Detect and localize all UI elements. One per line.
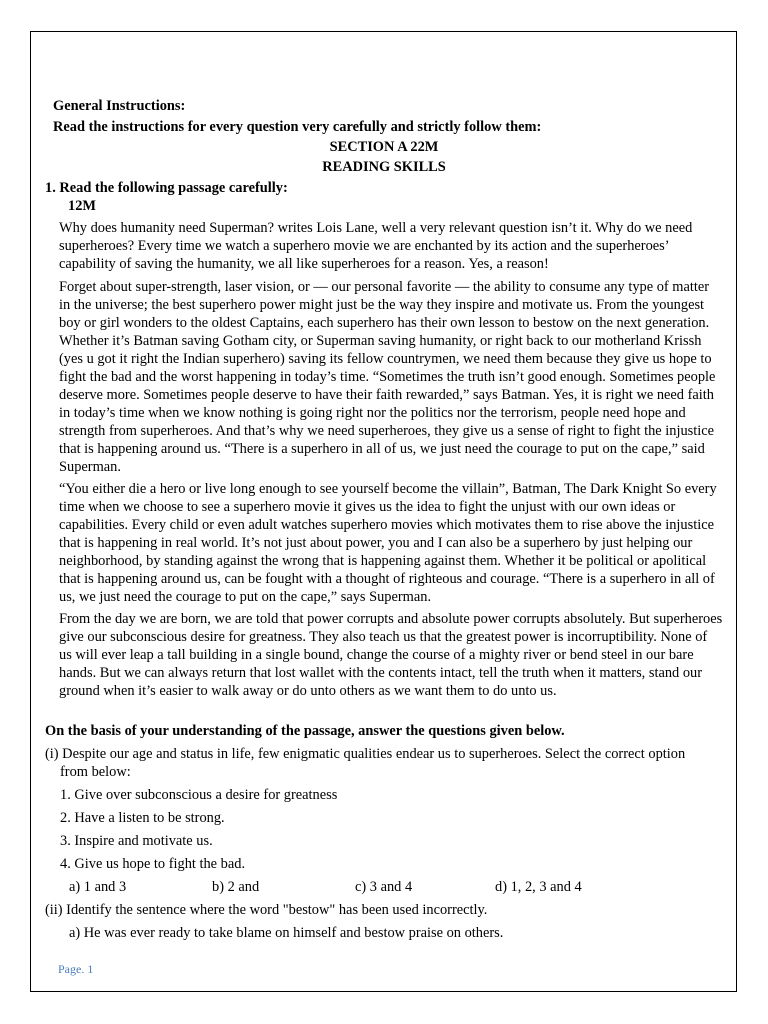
passage-paragraph-2: Forget about super-strength, laser vision, or — our personal favorite — the ability to consume any type of matter in the universe; the best superhero power might just be the way they inspire and motivate us. From the youngest boy or girl wonders to the oldest Captains, each superhero has their own lesson to bestow on the next generation. Whether it’s Batman saving Gotham city, or Superman saving humanity, or right back to our motherland Krissh (yes u got it right the Indian superhero) saving its fellow countrymen, we need them because they give us hope to fight the bad and the worst happening in today’s time. “Sometimes the truth isn’t good enough. Sometimes people deserve more. Sometimes people deserve to have their faith rewarded,” says Batman. Yes, it is right we need faith in today’s time when we know nothing is going right nor the politics nor the terrorism, people need hope and strength from superheroes. And that’s why we need superheroes, they give us a sense of right to fight the injustice that is happening around us. “There is a superhero in all of us, we just need the courage to put on the cape,” said Superman. — [59, 279, 716, 476]
question-i-item-4: 4. Give us hope to fight the bad. — [60, 856, 246, 872]
question-i-option-a[interactable]: a) 1 and 3 — [69, 879, 127, 895]
answer-instructions: On the basis of your understanding of the passage, answer the questions given below. — [45, 723, 565, 739]
section-heading: SECTION A 22M — [329, 139, 439, 155]
question-i-text: (i) Despite our age and status in life, few enigmatic qualities endear us to superheroes. Select the correct option — [45, 746, 686, 762]
question-i-item-2: 2. Have a listen to be strong. — [60, 810, 225, 826]
question-i-item-1: 1. Give over subconscious a desire for greatness — [60, 787, 338, 803]
read-instructions-text: Read the instructions for every question very carefully and strictly follow them: — [53, 119, 542, 135]
question-i-item-3: 3. Inspire and motivate us. — [60, 833, 213, 849]
section-subtitle: READING SKILLS — [322, 159, 446, 175]
page-number: Page. 1 — [58, 962, 94, 976]
question-i-option-d[interactable]: d) 1, 2, 3 and 4 — [495, 879, 582, 895]
passage-paragraph-4: From the day we are born, we are told that power corrupts and absolute power corrupts absolutely. But superheroes give our subconscious desire for greatness. They also teach us that the greatest power is incorruptibility. None of us will ever leap a tall building in a single bound, change the course of a mighty river or bend steel in our bare hands. But we can always return that lost wallet with the contents intact, tell the truth when it matters, stand our ground when it’s easier to walk away or do unto others as we want them to do unto us. — [59, 611, 723, 700]
question-i-text-cont: from below: — [60, 764, 131, 780]
question-i-option-b[interactable]: b) 2 and — [212, 879, 260, 895]
question-i-option-c[interactable]: c) 3 and 4 — [355, 879, 413, 895]
general-instructions-heading: General Instructions: — [53, 98, 186, 114]
question-ii-option-a[interactable]: a) He was ever ready to take blame on himself and bestow praise on others. — [69, 925, 504, 941]
question-1-title: 1. Read the following passage carefully: — [45, 180, 288, 196]
question-1-marks: 12M — [68, 198, 96, 214]
passage-paragraph-3: “You either die a hero or live long enough to see yourself become the villain”, Batman, The Dark Knight So every time when we choose to see a superhero movie it gives us the idea to fight the unjust with our own ideas or capabilities. Every child or even adult watches superhero movies which motivates them to rise above the injustice that is happening in real world. It’s not just about power, you and I can also be a superhero by just helping our neighborhood, by standing against the wrong that is happening against them. Whether it be political or apolitical that is happening around us, can be fought with a thought of righteous and courage. “There is a superhero in all of us, we just need the courage to put on the cape,” says Superman. — [59, 481, 717, 606]
passage-paragraph-1: Why does humanity need Superman? writes Lois Lane, well a very relevant question isn’t it. Why do we need superheroes? Every time we watch a superhero movie we are enchanted by its action and the superheroes’ capability of saving the humanity, we all like superheroes for a reason. Yes, a reason! — [59, 220, 693, 273]
question-ii-text: (ii) Identify the sentence where the word "bestow" has been used incorrectly. — [45, 902, 488, 918]
